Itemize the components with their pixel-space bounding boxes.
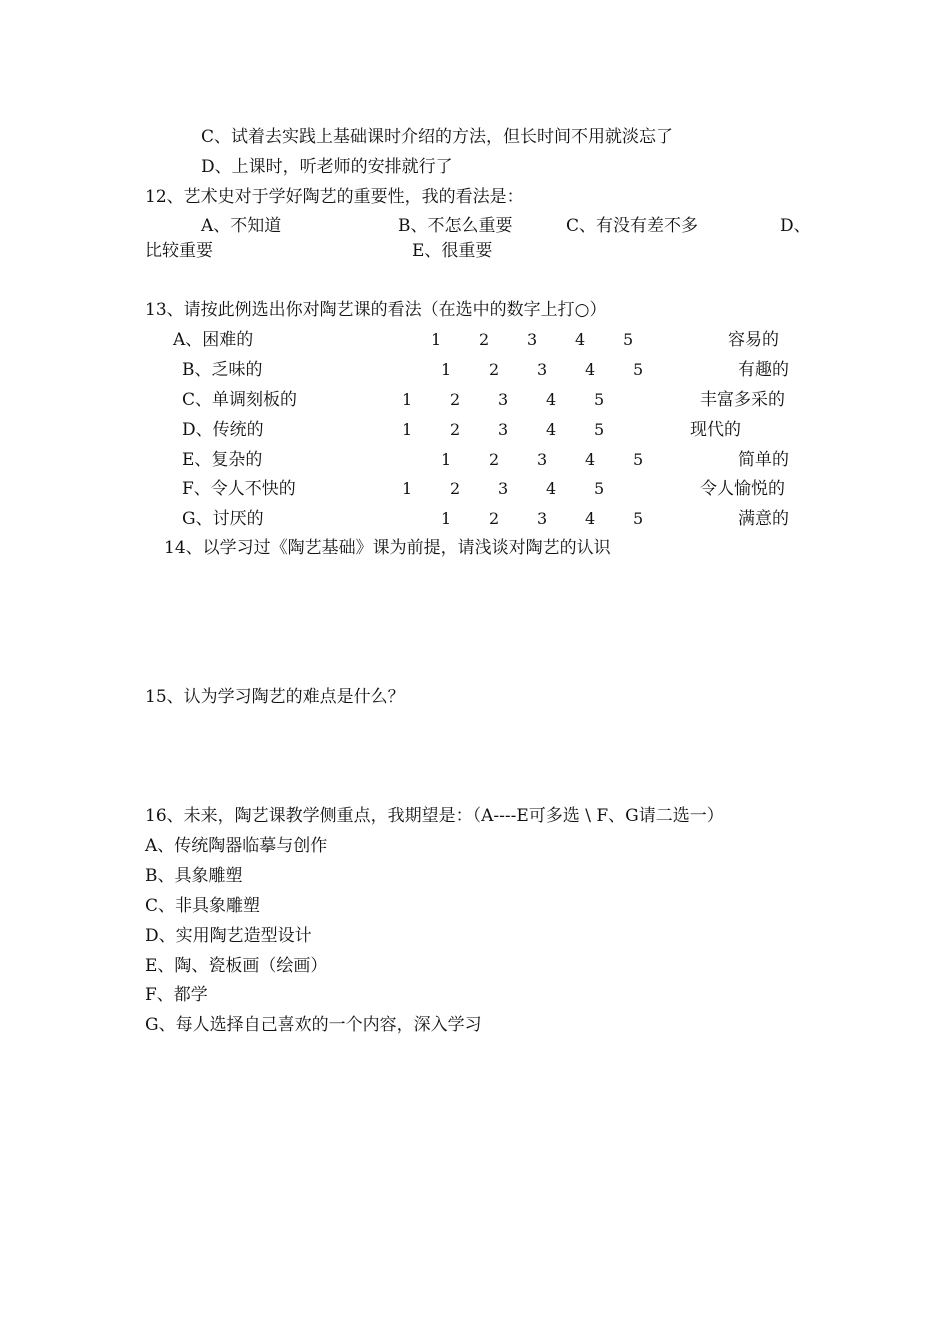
q13-row-f-scale-1[interactable]: 1 bbox=[402, 479, 413, 498]
q13-row-d-scale-3[interactable]: 3 bbox=[498, 420, 509, 439]
q14-question: 14、以学习过《陶艺基础》课为前提，请浅谈对陶艺的认识 bbox=[164, 538, 611, 558]
q12-question: 12、艺术史对于学好陶艺的重要性，我的看法是： bbox=[145, 187, 524, 207]
q13-row-b-scale-2[interactable]: 2 bbox=[489, 360, 500, 379]
q13-row-f-right: 令人愉悦的 bbox=[700, 479, 785, 499]
q13-row-g-scale-5[interactable]: 5 bbox=[633, 509, 644, 528]
q13-row-e-scale-1[interactable]: 1 bbox=[441, 450, 452, 469]
q13-row-c-scale-1[interactable]: 1 bbox=[402, 390, 413, 409]
q13-row-a-scale-4[interactable]: 4 bbox=[575, 330, 586, 349]
q13-row-d-scale-5[interactable]: 5 bbox=[594, 420, 605, 439]
q13-row-d-left: D、传统的 bbox=[182, 420, 264, 440]
q13-row-b-scale-4[interactable]: 4 bbox=[585, 360, 596, 379]
q11-option-d: D、上课时，听老师的安排就行了 bbox=[201, 157, 453, 177]
q13-row-f-scale-2[interactable]: 2 bbox=[450, 479, 461, 498]
q12-option-d-rest: 比较重要 bbox=[145, 241, 213, 261]
q13-row-e-right: 简单的 bbox=[738, 450, 789, 470]
q13-row-d-right: 现代的 bbox=[690, 420, 741, 440]
q13-row-g-scale-1[interactable]: 1 bbox=[441, 509, 452, 528]
q13-row-d-scale-4[interactable]: 4 bbox=[546, 420, 557, 439]
q13-row-d-scale-2[interactable]: 2 bbox=[450, 420, 461, 439]
q13-row-a-scale-1[interactable]: 1 bbox=[431, 330, 442, 349]
q13-row-a-scale-5[interactable]: 5 bbox=[623, 330, 634, 349]
q12-option-e: E、很重要 bbox=[412, 241, 493, 261]
q16-option-c: C、非具象雕塑 bbox=[145, 896, 261, 916]
q13-row-g-left: G、讨厌的 bbox=[182, 509, 264, 529]
q13-row-f-left: F、令人不快的 bbox=[182, 479, 296, 499]
q16-option-a: A、传统陶器临摹与创作 bbox=[145, 836, 328, 856]
q13-row-f-scale-4[interactable]: 4 bbox=[546, 479, 557, 498]
q11-option-c: C、试着去实践上基础课时介绍的方法，但长时间不用就淡忘了 bbox=[201, 127, 674, 147]
q16-question: 16、未来，陶艺课教学侧重点，我期望是：（A----E可多选 \ F、G请二选一） bbox=[145, 806, 724, 826]
q13-question: 13、请按此例选出你对陶艺课的看法（在选中的数字上打○） bbox=[145, 300, 607, 320]
q13-row-c-scale-3[interactable]: 3 bbox=[498, 390, 509, 409]
q13-row-e-scale-5[interactable]: 5 bbox=[633, 450, 644, 469]
q13-row-e-left: E、复杂的 bbox=[182, 450, 263, 470]
q13-row-b-scale-1[interactable]: 1 bbox=[441, 360, 452, 379]
q13-row-c-left: C、单调刻板的 bbox=[182, 390, 298, 410]
q16-option-b: B、具象雕塑 bbox=[145, 866, 243, 886]
q13-row-e-scale-2[interactable]: 2 bbox=[489, 450, 500, 469]
q13-row-b-right: 有趣的 bbox=[738, 360, 789, 380]
q16-option-e: E、陶、瓷板画（绘画） bbox=[145, 956, 328, 976]
q13-row-c-scale-5[interactable]: 5 bbox=[594, 390, 605, 409]
q13-row-a-left: A、困难的 bbox=[173, 330, 254, 350]
q13-row-c-scale-2[interactable]: 2 bbox=[450, 390, 461, 409]
q16-option-f: F、都学 bbox=[145, 985, 208, 1005]
q13-row-f-scale-5[interactable]: 5 bbox=[594, 479, 605, 498]
q16-option-g: G、每人选择自己喜欢的一个内容，深入学习 bbox=[145, 1015, 482, 1035]
q13-row-c-right: 丰富多采的 bbox=[700, 390, 785, 410]
q12-option-a: A、不知道 bbox=[201, 216, 282, 236]
q13-row-f-scale-3[interactable]: 3 bbox=[498, 479, 509, 498]
q13-row-b-scale-3[interactable]: 3 bbox=[537, 360, 548, 379]
q13-row-a-scale-3[interactable]: 3 bbox=[527, 330, 538, 349]
q13-row-e-scale-4[interactable]: 4 bbox=[585, 450, 596, 469]
q13-row-g-scale-4[interactable]: 4 bbox=[585, 509, 596, 528]
q13-row-a-scale-2[interactable]: 2 bbox=[479, 330, 490, 349]
q16-option-d: D、实用陶艺造型设计 bbox=[145, 926, 312, 946]
q13-row-g-scale-2[interactable]: 2 bbox=[489, 509, 500, 528]
q13-row-g-scale-3[interactable]: 3 bbox=[537, 509, 548, 528]
q12-option-d-prefix: D、 bbox=[780, 216, 811, 236]
q13-row-e-scale-3[interactable]: 3 bbox=[537, 450, 548, 469]
q15-question: 15、认为学习陶艺的难点是什么？ bbox=[145, 687, 405, 707]
q13-row-c-scale-4[interactable]: 4 bbox=[546, 390, 557, 409]
q13-row-b-left: B、乏味的 bbox=[182, 360, 263, 380]
q12-option-b: B、不怎么重要 bbox=[398, 216, 513, 236]
q13-row-a-right: 容易的 bbox=[728, 330, 779, 350]
q13-row-d-scale-1[interactable]: 1 bbox=[402, 420, 413, 439]
q13-row-g-right: 满意的 bbox=[738, 509, 789, 529]
q12-option-c: C、有没有差不多 bbox=[566, 216, 699, 236]
q13-row-b-scale-5[interactable]: 5 bbox=[633, 360, 644, 379]
